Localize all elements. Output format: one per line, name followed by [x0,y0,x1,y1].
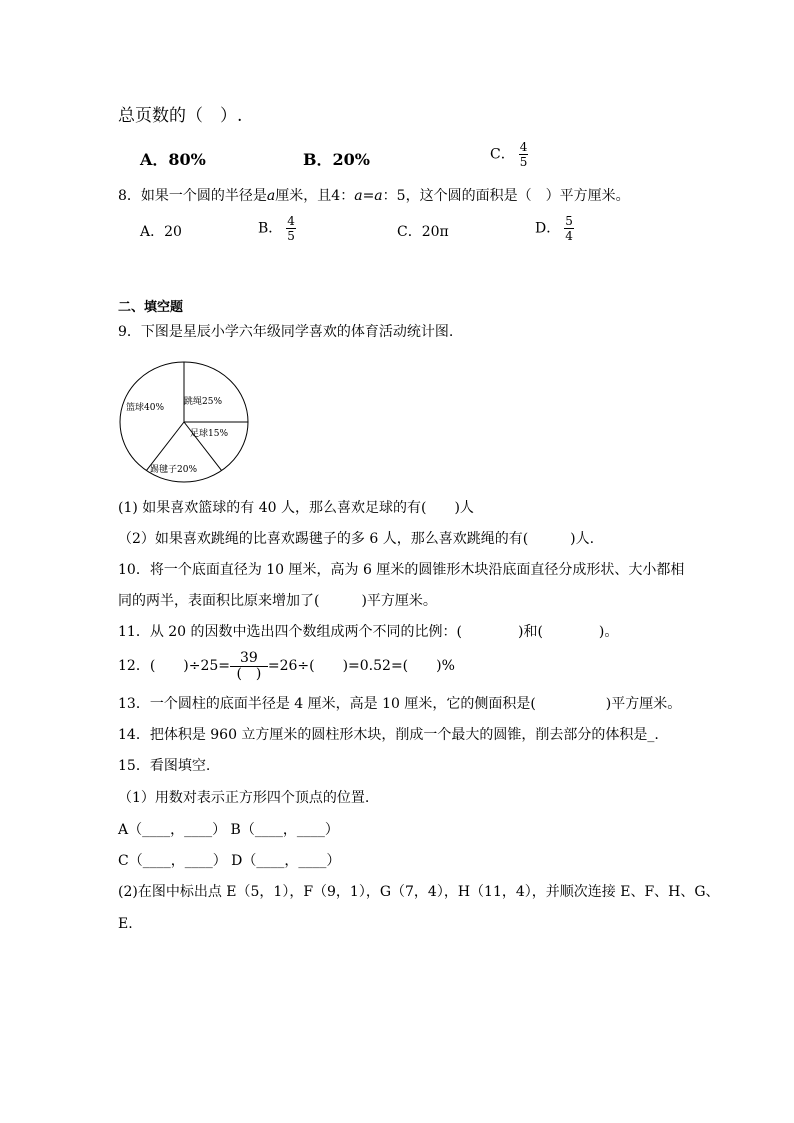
q7-option-c-label: C． [490,146,515,163]
q12-fraction [230,651,268,682]
fraction-denominator: ( ) [236,665,262,682]
pie-slice-label: 踢毽子20% [150,465,198,475]
q7-option-c-fraction [519,140,529,169]
fraction-numerator: 5 [565,214,573,228]
q11-question: 11．从 20 的因数中选出四个数组成两个不同的比例：( )和( )。 [118,624,619,640]
fraction-denominator: 4 [565,229,573,243]
q8-var-a: a [266,188,276,204]
q8-text-2: 厘米，且4： [275,188,355,204]
q13-question: 13．一个圆柱的底面半径是 4 厘米，高是 10 厘米，它的侧面积是( )平方厘米。 [118,696,682,712]
q7-option-b: B．20% [303,150,370,169]
q15-question: 15．看图填空. [118,758,211,774]
q9-part-1: (1) 如果喜欢篮球的有 40 人，那么喜欢足球的有( )人 [118,500,474,516]
q12-post: =26÷( )=0.52=( )% [267,658,455,674]
q7-tail: 总页数的（ ）. [118,106,243,126]
fraction-numerator: 4 [519,140,528,154]
fraction-denominator: 5 [519,155,528,169]
fraction-numerator: 4 [287,214,295,228]
q8-option-a: A．20 [140,224,182,240]
q8-text-1: 8．如果一个圆的半径是 [118,188,267,204]
q8-option-d-label: D． [535,220,561,237]
q8-option-d-fraction [564,214,574,243]
q10-line-1: 10．将一个底面直径为 10 厘米，高为 6 厘米的圆锥形木块沿底面直径分成形状、大小都相 [118,562,685,578]
q9-part-2: （2）如果喜欢跳绳的比喜欢踢毽子的多 6 人，那么喜欢跳绳的有( )人. [118,531,595,547]
section-title: 二、填空题 [118,300,184,315]
pie-slice-label: 跳绳25% [184,397,223,407]
q8-var-a2: a [354,188,363,204]
q9-question: 9．下图是星辰小学六年级同学喜欢的体育活动统计图. [118,324,454,340]
q7-option-c [490,140,528,169]
pie-slice-label: 篮球40% [126,403,165,413]
q7-option-a: A．80% [140,150,206,169]
pie-slice-label: 足球15% [190,429,229,439]
q10-line-2: 同的两半，表面积比原来增加了( )平方厘米。 [118,593,437,609]
fraction-denominator: 5 [287,229,295,243]
q8-var-a3: a [374,188,383,204]
q15-part-2-line-1: (2)在图中标出点 E（5，1），F（9，1），G（7，4），H（11，4），并顺次连接 E、F、H、G、 [118,884,720,900]
q15-blanks-ab: A（____，____） B（____，____） [118,822,339,838]
q12-pre: 12．( )÷25= [118,658,231,674]
q8-text-3: = [362,188,375,204]
q8-option-b [258,214,296,243]
fraction-numerator: 39 [230,651,268,667]
q8-option-d [535,214,574,243]
q12-question [118,650,455,682]
q14-question: 14．把体积是 960 立方厘米的圆柱形木块，削成一个最大的圆锥，削去部分的体积是_. [118,727,659,743]
q8-question [118,186,630,206]
q8-option-b-label: B． [258,220,283,237]
q15-part-2-line-2: E. [118,916,133,932]
q8-option-b-fraction [286,214,296,243]
pie-chart [118,360,258,485]
q15-blanks-cd: C（____，____） D（____，____） [118,853,341,869]
q8-text-4: ：5，这个圆的面积是（ ）平方厘米。 [382,188,630,204]
q15-part-1: （1）用数对表示正方形四个顶点的位置. [118,790,370,806]
q8-option-c: C．20π [397,224,449,240]
